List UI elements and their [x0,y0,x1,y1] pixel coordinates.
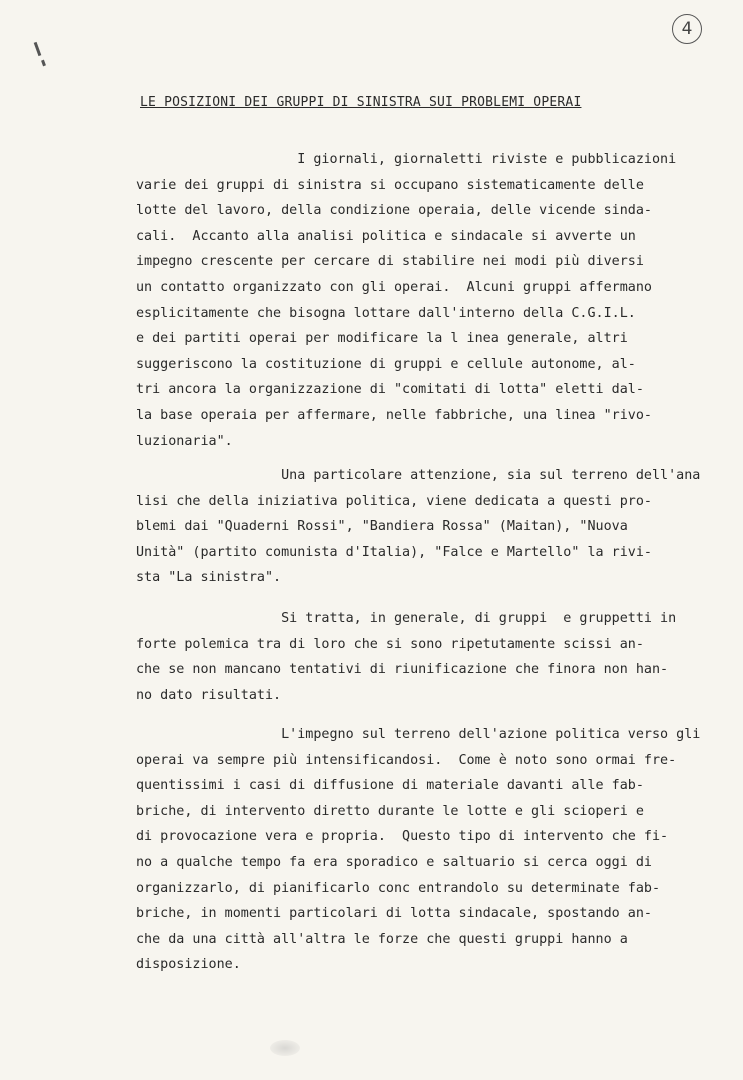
text-line: briche, in momenti particolari di lotta sindacale, spostando an- [136,906,652,922]
paragraph-2 [136,463,716,591]
text-line: che se non mancano tentativi di riunificazione che finora non han- [136,662,669,678]
paragraph-4 [136,722,716,978]
text-line: la base operaia per affermare, nelle fabbriche, una linea "rivo- [136,407,652,423]
text-line: disposizione. [136,957,241,973]
text-line: che da una città all'altra le forze che questi gruppi hanno a [136,931,628,947]
text-line: di provocazione vera e propria. Questo tipo di intervento che fi- [136,829,669,845]
text-line: forte polemica tra di loro che si sono ripetutamente scissi an- [136,636,644,652]
text-line: no a qualche tempo fa era sporadico e saltuario si cerca oggi di [136,854,652,870]
text-line: tri ancora la organizzazione di "comitati di lotta" eletti dal- [136,382,644,398]
page-number-circle: 4 [672,14,702,44]
document-title: LE POSIZIONI DEI GRUPPI DI SINISTRA SUI PROBLEMI OPERAI [140,95,582,110]
text-line: e dei partiti operai per modificare la l inea generale, altri [136,331,628,347]
paragraph-3 [136,606,716,708]
paper-smudge [270,1040,300,1056]
text-line: cali. Accanto alla analisi politica e sindacale si avverte un [136,228,636,244]
text-line: suggeriscono la costituzione di gruppi e cellule autonome, al- [136,356,636,372]
text-line: impegno crescente per cercare di stabilire nei modi più diversi [136,254,644,270]
text-line: esplicitamente che bisogna lottare dall'interno della C.G.I.L. [136,305,636,321]
text-line: luzionaria". [136,433,233,449]
text-line: Unità" (partito comunista d'Italia), "Falce e Martello" la rivi- [136,544,652,560]
text-line: operai va sempre più intensificandosi. Come è noto sono ormai fre- [136,752,677,768]
text-line: blemi dai "Quaderni Rossi", "Bandiera Rossa" (Maitan), "Nuova [136,519,628,535]
text-line: varie dei gruppi di sinistra si occupano sistematicamente delle [136,177,644,193]
ink-mark [41,60,46,67]
paragraph-1 [136,147,716,454]
text-line: Si tratta, in generale, di gruppi e gruppetti in [136,611,677,626]
ink-mark [34,42,42,56]
text-line: organizzarlo, di pianificarlo conc entrandolo su determinate fab- [136,880,661,896]
text-line: I giornali, giornaletti riviste e pubblicazioni [136,152,677,167]
text-line: briche, di intervento diretto durante le lotte e gli scioperi e [136,803,644,819]
text-line: quentissimi i casi di diffusione di materiale davanti alle fab- [136,778,644,794]
text-line: lisi che della iniziativa politica, viene dedicata a questi pro- [136,493,652,509]
text-line: lotte del lavoro, della condizione operaia, delle vicende sinda- [136,203,652,219]
text-line: Una particolare attenzione, sia sul terreno dell'ana [136,468,701,483]
text-line: L'impegno sul terreno dell'azione politica verso gli [136,727,701,742]
text-line: un contatto organizzato con gli operai. Alcuni gruppi affermano [136,279,652,295]
text-line: no dato risultati. [136,687,282,703]
text-line: sta "La sinistra". [136,570,282,586]
